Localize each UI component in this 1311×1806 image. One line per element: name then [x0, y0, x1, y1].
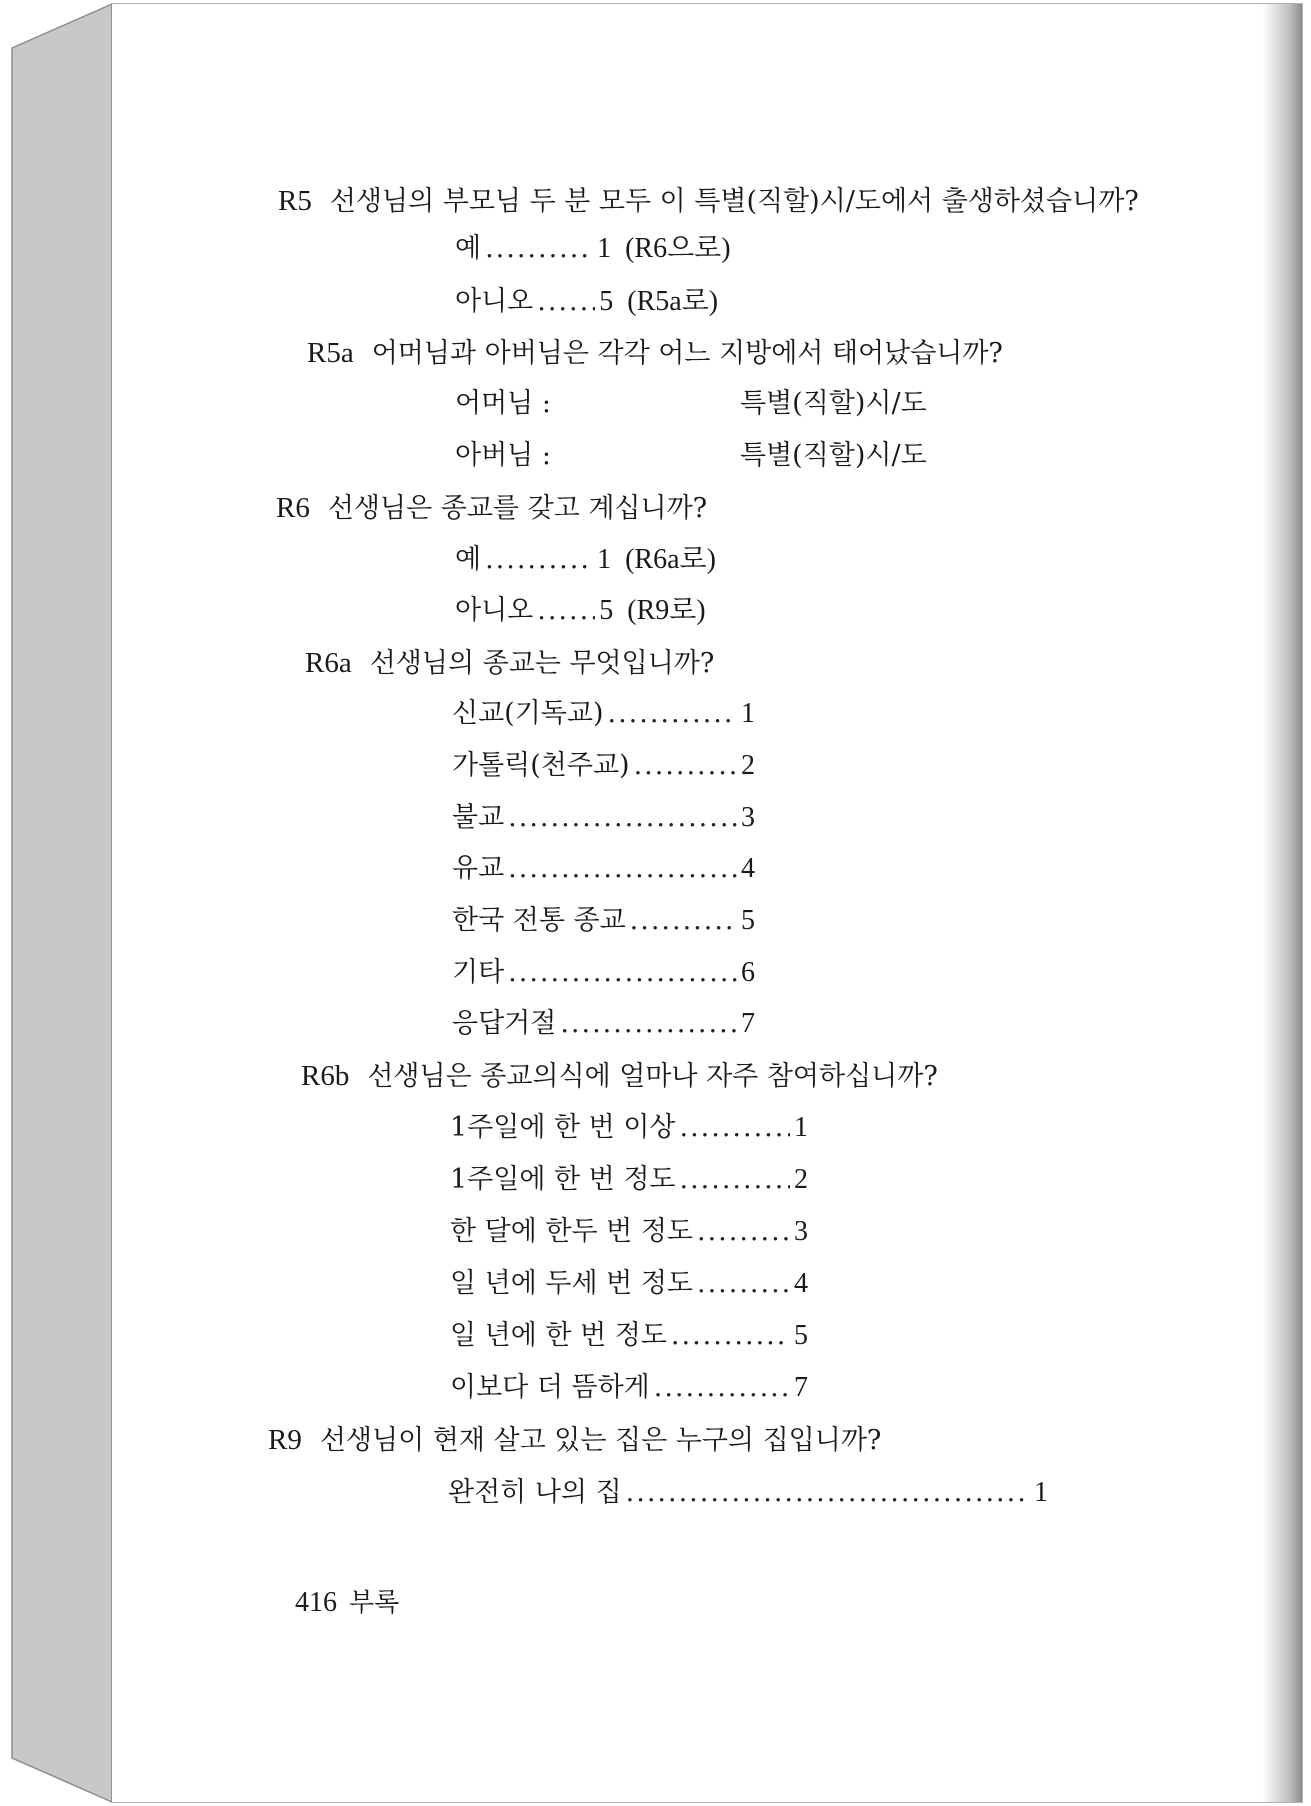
- leader-dots: [508, 849, 737, 889]
- option-label: 1주일에 한 번 이상: [450, 1112, 676, 1143]
- option-row: [455, 540, 750, 580]
- option-code: 5: [741, 905, 755, 936]
- option-label: 완전히 나의 집: [448, 1477, 622, 1508]
- leader-dots: [697, 1264, 790, 1304]
- option-code: 1: [1034, 1477, 1048, 1508]
- option-code: 4: [741, 853, 755, 884]
- question-id: R9: [268, 1424, 302, 1456]
- question-id: R6a: [305, 647, 352, 679]
- skip-route: (R5a로): [627, 286, 719, 317]
- option-code: 1: [741, 698, 755, 729]
- option-row: [450, 1264, 808, 1304]
- option-code: 5: [794, 1320, 808, 1351]
- section-name: 부록: [349, 1588, 400, 1618]
- option-code: 3: [741, 802, 755, 833]
- page-footer: [295, 1583, 399, 1623]
- option-row: [452, 1004, 755, 1044]
- option-label: 응답거절: [452, 1008, 557, 1039]
- option-code: 1: [794, 1112, 808, 1143]
- leader-dots: [485, 540, 593, 580]
- question-r6: [276, 488, 707, 528]
- option-row: [455, 591, 750, 631]
- option-label: 이보다 더 뜸하게: [450, 1372, 650, 1403]
- option-code: 1: [597, 544, 612, 575]
- leader-dots: [697, 1212, 790, 1252]
- leader-dots: [485, 229, 593, 269]
- option-row: [452, 849, 755, 889]
- leader-dots: [508, 953, 737, 993]
- option-row: [450, 1368, 808, 1408]
- question-text: 선생님의 종교는 무엇입니까?: [369, 648, 715, 679]
- answer-row: [455, 436, 955, 476]
- question-text: 어머님과 아버님은 각각 어느 지방에서 태어났습니까?: [371, 338, 1003, 369]
- option-code: 5: [599, 595, 614, 626]
- leader-dots: [680, 1108, 791, 1148]
- leader-dots: [654, 1368, 790, 1408]
- row-value: 특별(직할)시/도: [740, 388, 927, 419]
- option-label: 한국 전통 종교: [452, 905, 626, 936]
- option-code: 7: [794, 1372, 808, 1403]
- question-r6a: [305, 643, 714, 683]
- leader-dots: [680, 1160, 791, 1200]
- option-code: 6: [741, 957, 755, 988]
- option-code: 7: [741, 1008, 755, 1039]
- option-code: 2: [794, 1164, 808, 1195]
- answer-row: [455, 384, 955, 424]
- leader-dots: [537, 591, 595, 631]
- leader-dots: [607, 694, 737, 734]
- option-label: 한 달에 한두 번 정도: [450, 1216, 693, 1247]
- option-code: 4: [794, 1268, 808, 1299]
- question-text: 선생님은 종교의식에 얼마나 자주 참여하십니까?: [367, 1061, 938, 1092]
- skip-route: (R6a로): [625, 544, 716, 575]
- option-code: 3: [794, 1216, 808, 1247]
- option-row: [452, 901, 755, 941]
- option-code: 2: [741, 750, 755, 781]
- option-row: [452, 953, 755, 993]
- page-number: 416: [295, 1587, 337, 1618]
- option-label: 불교: [452, 802, 505, 833]
- leader-dots: [634, 746, 737, 786]
- option-label: 예: [455, 233, 482, 264]
- option-row: [448, 1473, 1048, 1513]
- option-label: 기타: [452, 957, 505, 988]
- option-label: 가톨릭(천주교): [452, 750, 630, 781]
- option-row: [452, 694, 755, 734]
- row-label: 어머님 :: [455, 388, 551, 419]
- question-text: 선생님은 종교를 갖고 계십니까?: [327, 493, 708, 524]
- row-label: 아버님 :: [455, 440, 551, 471]
- question-text: 선생님의 부모님 두 분 모두 이 특별(직할)시/도에서 출생하셨습니까?: [329, 186, 1139, 217]
- leader-dots: [508, 798, 737, 838]
- option-label: 일 년에 한 번 정도: [450, 1320, 667, 1351]
- skip-route: (R9로): [627, 595, 706, 626]
- option-row: [452, 746, 755, 786]
- option-row: [452, 798, 755, 838]
- option-row: [450, 1160, 808, 1200]
- option-row: [455, 282, 750, 322]
- leader-dots: [560, 1004, 737, 1044]
- leader-dots: [630, 901, 737, 941]
- option-row: [450, 1316, 808, 1356]
- option-label: 일 년에 두세 번 정도: [450, 1268, 693, 1299]
- leader-dots: [537, 282, 595, 322]
- question-id: R5a: [307, 337, 354, 369]
- row-value: 특별(직할)시/도: [740, 440, 927, 471]
- question-id: R6: [276, 492, 310, 524]
- option-label: 신교(기독교): [452, 698, 604, 729]
- question-id: R5: [278, 185, 312, 217]
- option-code: 1: [597, 233, 612, 264]
- option-label: 1주일에 한 번 정도: [450, 1164, 676, 1195]
- question-r5a: [307, 333, 1003, 373]
- question-r9: [268, 1420, 881, 1460]
- question-r5: [278, 181, 1139, 221]
- option-row: [450, 1108, 808, 1148]
- option-code: 5: [599, 286, 614, 317]
- question-r6b: [301, 1056, 938, 1096]
- option-label: 아니오: [455, 286, 534, 317]
- option-label: 유교: [452, 853, 505, 884]
- leader-dots: [671, 1316, 790, 1356]
- option-label: 아니오: [455, 595, 534, 626]
- question-text: 선생님이 현재 살고 있는 집은 누구의 집입니까?: [319, 1425, 882, 1456]
- option-label: 예: [455, 544, 482, 575]
- question-id: R6b: [301, 1060, 350, 1092]
- skip-route: (R6으로): [625, 233, 731, 264]
- leader-dots: [626, 1473, 1030, 1513]
- option-row: [455, 229, 750, 269]
- option-row: [450, 1212, 808, 1252]
